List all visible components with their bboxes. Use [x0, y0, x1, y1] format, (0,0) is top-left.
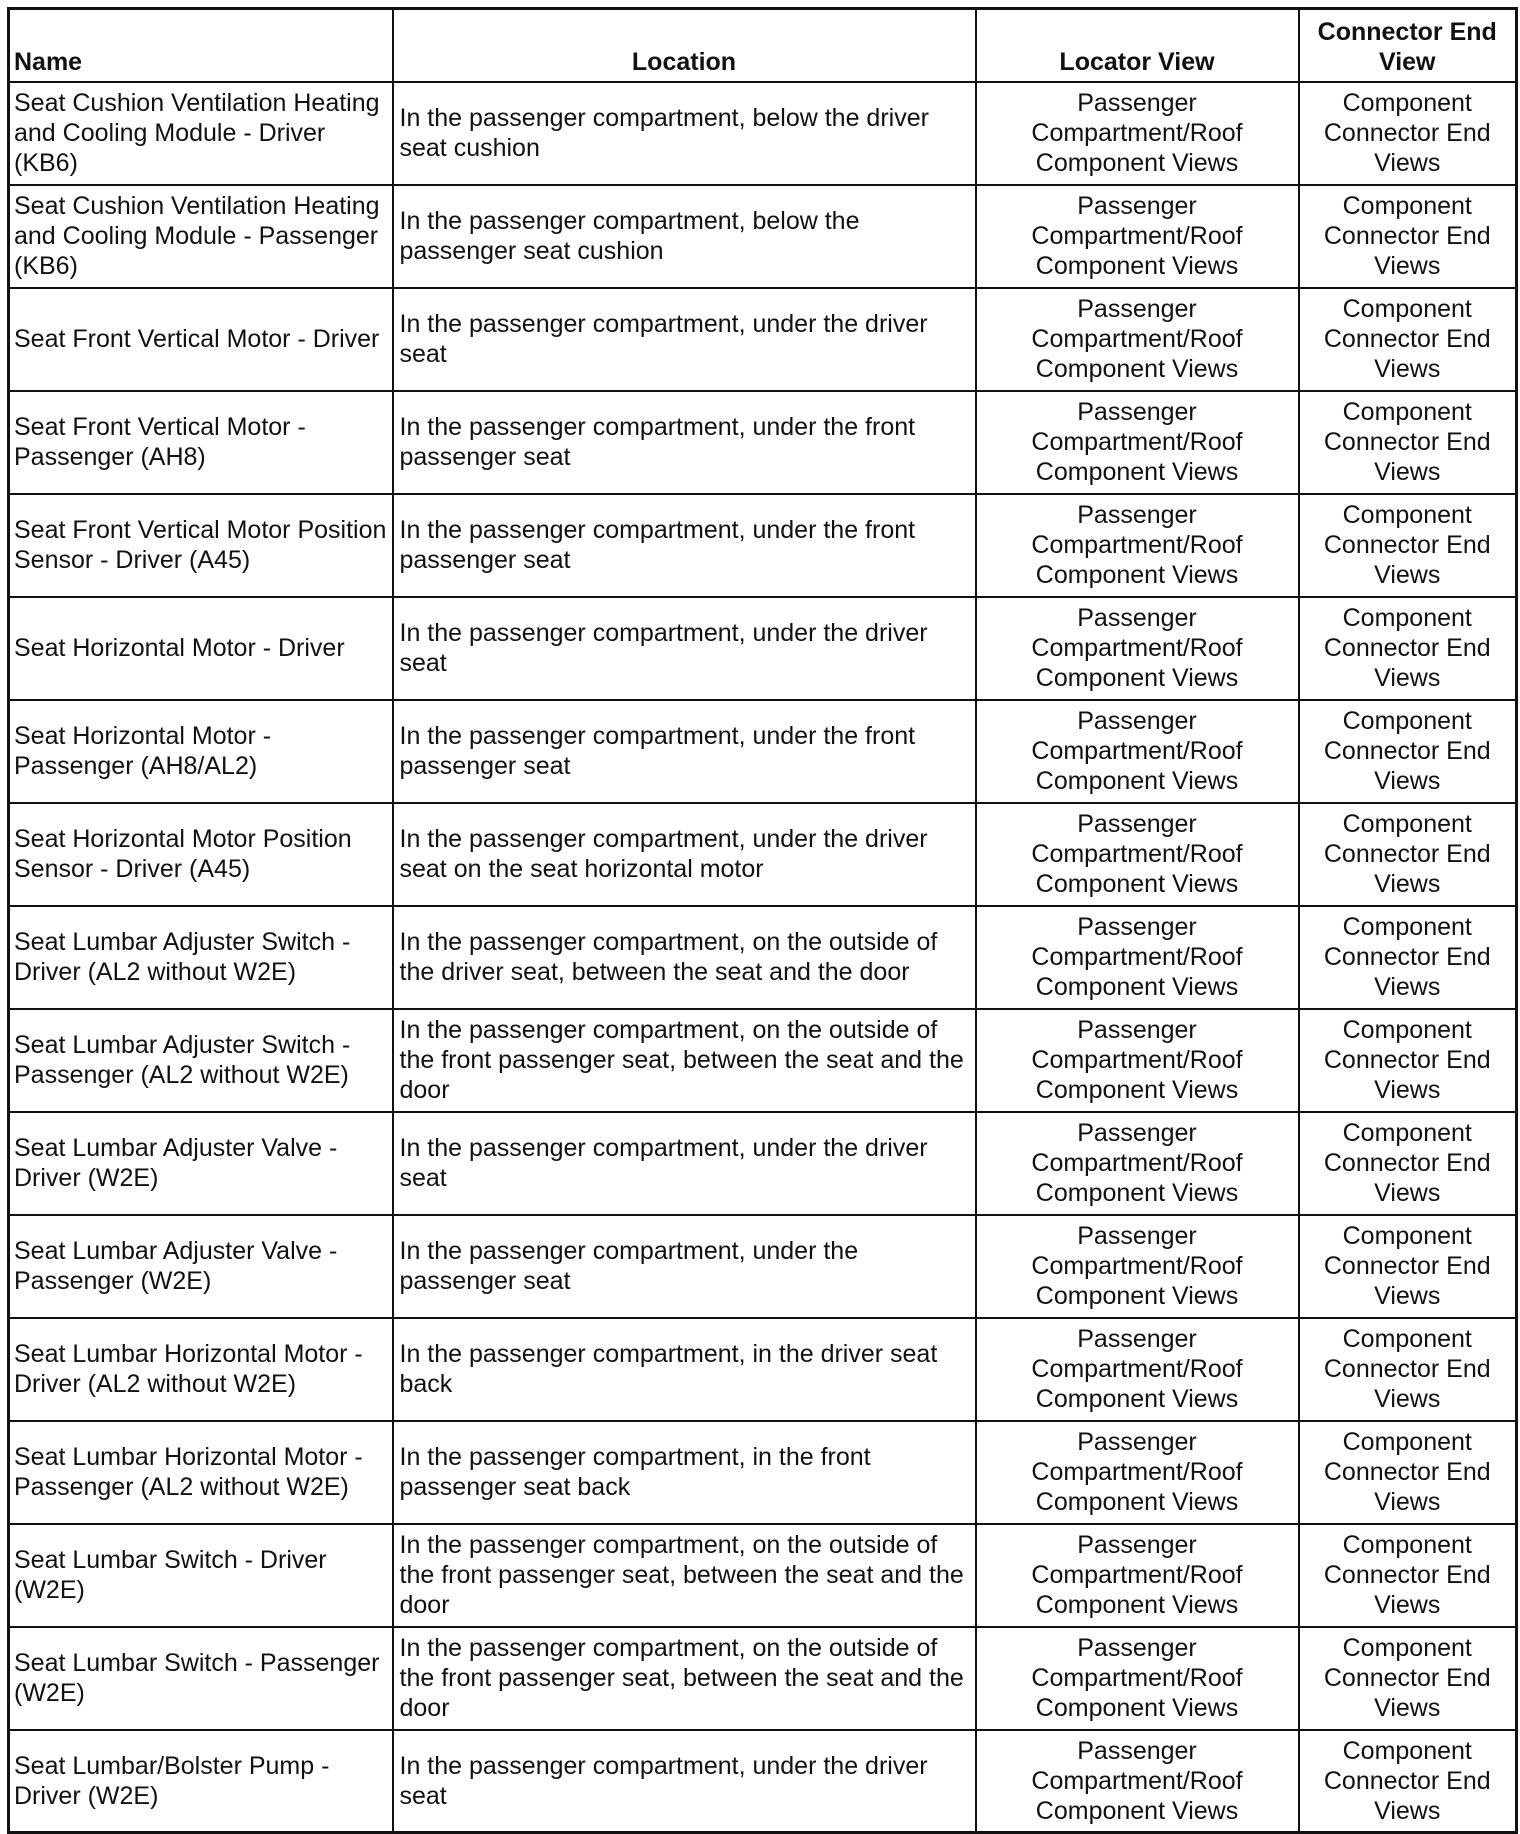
cell-connector-end-view: Component Connector End Views: [1299, 288, 1517, 391]
cell-locator-view: Passenger Compartment/Roof Component Views: [976, 906, 1299, 1009]
cell-location: In the passenger compartment, under the passenger seat: [393, 1215, 976, 1318]
table-row: [9, 391, 1517, 494]
table-header: [9, 9, 1517, 82]
cell-name: Seat Lumbar Switch - Passenger (W2E): [9, 1627, 393, 1730]
cell-locator-view: Passenger Compartment/Roof Component Views: [976, 82, 1299, 185]
table-body: [9, 82, 1517, 1833]
cell-name: Seat Cushion Ventilation Heating and Cooling Module - Passenger (KB6): [9, 185, 393, 288]
cell-location: In the passenger compartment, in the front passenger seat back: [393, 1421, 976, 1524]
table-row: [9, 494, 1517, 597]
cell-locator-view: Passenger Compartment/Roof Component Views: [976, 1215, 1299, 1318]
cell-connector-end-view: Component Connector End Views: [1299, 1215, 1517, 1318]
table-row: [9, 1627, 1517, 1730]
component-locator-table-container: [7, 7, 1515, 1834]
table-row: [9, 597, 1517, 700]
cell-location: In the passenger compartment, under the driver seat: [393, 288, 976, 391]
table-row: [9, 1009, 1517, 1112]
column-header-name: Name: [9, 9, 393, 82]
column-header-locator-view: Locator View: [976, 9, 1299, 82]
cell-name: Seat Lumbar Horizontal Motor - Driver (AL2 without W2E): [9, 1318, 393, 1421]
cell-connector-end-view: Component Connector End Views: [1299, 906, 1517, 1009]
cell-connector-end-view: Component Connector End Views: [1299, 803, 1517, 906]
cell-locator-view: Passenger Compartment/Roof Component Views: [976, 288, 1299, 391]
cell-name: Seat Lumbar Adjuster Switch - Driver (AL2 without W2E): [9, 906, 393, 1009]
cell-name: Seat Lumbar Adjuster Valve - Driver (W2E): [9, 1112, 393, 1215]
cell-location: In the passenger compartment, under the front passenger seat: [393, 391, 976, 494]
cell-location: In the passenger compartment, under the front passenger seat: [393, 494, 976, 597]
table-row: [9, 82, 1517, 185]
table-row: [9, 1730, 1517, 1833]
cell-name: Seat Horizontal Motor - Driver: [9, 597, 393, 700]
table-row: [9, 906, 1517, 1009]
cell-location: In the passenger compartment, under the driver seat: [393, 1112, 976, 1215]
cell-connector-end-view: Component Connector End Views: [1299, 82, 1517, 185]
column-header-connector-end-view: Connector End View: [1299, 9, 1517, 82]
table-row: [9, 1112, 1517, 1215]
cell-name: Seat Front Vertical Motor - Driver: [9, 288, 393, 391]
cell-connector-end-view: Component Connector End Views: [1299, 597, 1517, 700]
cell-connector-end-view: Component Connector End Views: [1299, 494, 1517, 597]
cell-connector-end-view: Component Connector End Views: [1299, 1009, 1517, 1112]
cell-location: In the passenger compartment, under the front passenger seat: [393, 700, 976, 803]
cell-connector-end-view: Component Connector End Views: [1299, 185, 1517, 288]
table-row: [9, 1524, 1517, 1627]
cell-connector-end-view: Component Connector End Views: [1299, 1318, 1517, 1421]
cell-locator-view: Passenger Compartment/Roof Component Views: [976, 391, 1299, 494]
cell-locator-view: Passenger Compartment/Roof Component Views: [976, 1112, 1299, 1215]
table-row: [9, 1421, 1517, 1524]
table-row: [9, 185, 1517, 288]
cell-location: In the passenger compartment, on the outside of the driver seat, between the seat and the door: [393, 906, 976, 1009]
cell-name: Seat Lumbar Adjuster Valve - Passenger (W2E): [9, 1215, 393, 1318]
component-locator-table: [7, 7, 1518, 1834]
cell-locator-view: Passenger Compartment/Roof Component Views: [976, 1421, 1299, 1524]
table-row: [9, 803, 1517, 906]
cell-name: Seat Horizontal Motor - Passenger (AH8/AL2): [9, 700, 393, 803]
cell-name: Seat Front Vertical Motor Position Sensor - Driver (A45): [9, 494, 393, 597]
cell-locator-view: Passenger Compartment/Roof Component Views: [976, 700, 1299, 803]
cell-locator-view: Passenger Compartment/Roof Component Views: [976, 494, 1299, 597]
cell-location: In the passenger compartment, below the passenger seat cushion: [393, 185, 976, 288]
cell-name: Seat Lumbar Switch - Driver (W2E): [9, 1524, 393, 1627]
cell-locator-view: Passenger Compartment/Roof Component Views: [976, 1009, 1299, 1112]
table-row: [9, 288, 1517, 391]
cell-locator-view: Passenger Compartment/Roof Component Views: [976, 597, 1299, 700]
cell-name: Seat Cushion Ventilation Heating and Cooling Module - Driver (KB6): [9, 82, 393, 185]
cell-name: Seat Lumbar Horizontal Motor - Passenger (AL2 without W2E): [9, 1421, 393, 1524]
cell-name: Seat Horizontal Motor Position Sensor - Driver (A45): [9, 803, 393, 906]
cell-connector-end-view: Component Connector End Views: [1299, 1730, 1517, 1833]
cell-name: Seat Lumbar Adjuster Switch - Passenger (AL2 without W2E): [9, 1009, 393, 1112]
cell-connector-end-view: Component Connector End Views: [1299, 1421, 1517, 1524]
cell-locator-view: Passenger Compartment/Roof Component Views: [976, 1627, 1299, 1730]
cell-location: In the passenger compartment, under the driver seat on the seat horizontal motor: [393, 803, 976, 906]
cell-location: In the passenger compartment, on the outside of the front passenger seat, between the seat and the door: [393, 1009, 976, 1112]
cell-location: In the passenger compartment, on the outside of the front passenger seat, between the seat and the door: [393, 1524, 976, 1627]
cell-connector-end-view: Component Connector End Views: [1299, 1627, 1517, 1730]
cell-location: In the passenger compartment, under the driver seat: [393, 1730, 976, 1833]
cell-locator-view: Passenger Compartment/Roof Component Views: [976, 803, 1299, 906]
table-row: [9, 1318, 1517, 1421]
cell-location: In the passenger compartment, on the outside of the front passenger seat, between the seat and the door: [393, 1627, 976, 1730]
table-row: [9, 1215, 1517, 1318]
cell-location: In the passenger compartment, under the driver seat: [393, 597, 976, 700]
cell-name: Seat Lumbar/Bolster Pump - Driver (W2E): [9, 1730, 393, 1833]
cell-connector-end-view: Component Connector End Views: [1299, 700, 1517, 803]
column-header-location: Location: [393, 9, 976, 82]
cell-connector-end-view: Component Connector End Views: [1299, 1524, 1517, 1627]
cell-location: In the passenger compartment, in the driver seat back: [393, 1318, 976, 1421]
cell-locator-view: Passenger Compartment/Roof Component Views: [976, 1318, 1299, 1421]
header-row: [9, 9, 1517, 82]
cell-connector-end-view: Component Connector End Views: [1299, 391, 1517, 494]
cell-location: In the passenger compartment, below the driver seat cushion: [393, 82, 976, 185]
cell-name: Seat Front Vertical Motor - Passenger (AH8): [9, 391, 393, 494]
cell-locator-view: Passenger Compartment/Roof Component Views: [976, 185, 1299, 288]
cell-locator-view: Passenger Compartment/Roof Component Views: [976, 1730, 1299, 1833]
cell-connector-end-view: Component Connector End Views: [1299, 1112, 1517, 1215]
cell-locator-view: Passenger Compartment/Roof Component Views: [976, 1524, 1299, 1627]
table-row: [9, 700, 1517, 803]
